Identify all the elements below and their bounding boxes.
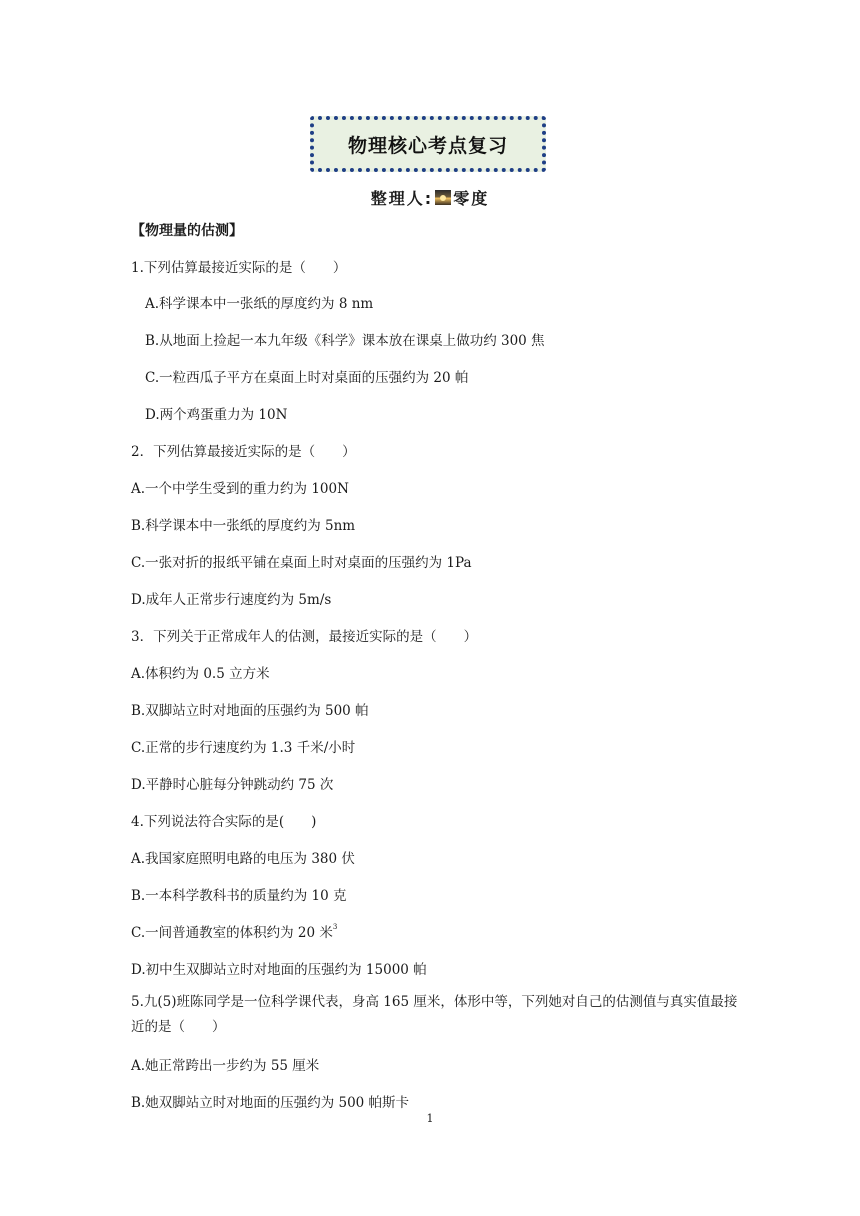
section-heading: 【物理量的估测】: [131, 223, 243, 239]
page-title: 物理核心考点复习: [347, 134, 508, 157]
question-3: 3．下列关于正常成年人的估测，最接近实际的是（ ）: [131, 629, 478, 645]
option-4c-text: C.一间普通教室的体积约为 20 米: [131, 925, 333, 941]
page-number: 1: [426, 1112, 434, 1125]
option-4b: B.一本科学教科书的质量约为 10 克: [131, 888, 347, 904]
cubic-superscript: 3: [332, 923, 338, 931]
option-2a: A.一个中学生受到的重力约为 100N: [131, 481, 349, 497]
option-2c: C.一张对折的报纸平铺在桌面上时对桌面的压强约为 1Pa: [131, 555, 472, 571]
option-3b: B.双脚站立时对地面的压强约为 500 帕: [131, 703, 369, 719]
option-4a: A.我国家庭照明电路的电压为 380 伏: [131, 851, 355, 867]
question-1: 1.下列估算最接近实际的是（ ）: [131, 260, 347, 276]
option-3a: A.体积约为 0.5 立方米: [131, 666, 270, 682]
option-2d: D.成年人正常步行速度约为 5m/s: [131, 592, 332, 608]
option-1a: A.科学课本中一张纸的厚度约为 8 nm: [145, 296, 374, 312]
option-5b: B.她双脚站立时对地面的压强约为 500 帕斯卡: [131, 1095, 410, 1111]
author-line: [0, 186, 860, 209]
option-3c: C.正常的步行速度约为 1.3 千米/小时: [131, 740, 356, 756]
question-5: 5.九(5)班陈同学是一位科学课代表，身高 165 厘米，体形中等，下列她对自己的估测值与真实值最接近的是（ ）: [131, 994, 738, 1035]
author-name: 零度: [453, 189, 490, 208]
option-3d: D.平静时心脏每分钟跳动约 75 次: [131, 777, 334, 793]
question-4: 4.下列说法符合实际的是( ): [131, 814, 317, 830]
question-2: 2．下列估算最接近实际的是（ ）: [131, 444, 356, 460]
option-1c: C.一粒西瓜子平方在桌面上时对桌面的压强约为 20 帕: [145, 370, 469, 386]
title-box: [310, 116, 546, 172]
author-prefix: 整理人:: [370, 189, 434, 208]
option-1b: B.从地面上捡起一本九年级《科学》课本放在课桌上做功约 300 焦: [145, 333, 545, 349]
option-2b: B.科学课本中一张纸的厚度约为 5nm: [131, 518, 356, 534]
option-1d: D.两个鸡蛋重力为 10N: [145, 407, 288, 423]
sunset-icon: [435, 190, 451, 205]
option-4c: [131, 921, 337, 941]
option-4d: D.初中生双脚站立时对地面的压强约为 15000 帕: [131, 962, 427, 978]
option-5a: A.她正常跨出一步约为 55 厘米: [131, 1058, 320, 1074]
